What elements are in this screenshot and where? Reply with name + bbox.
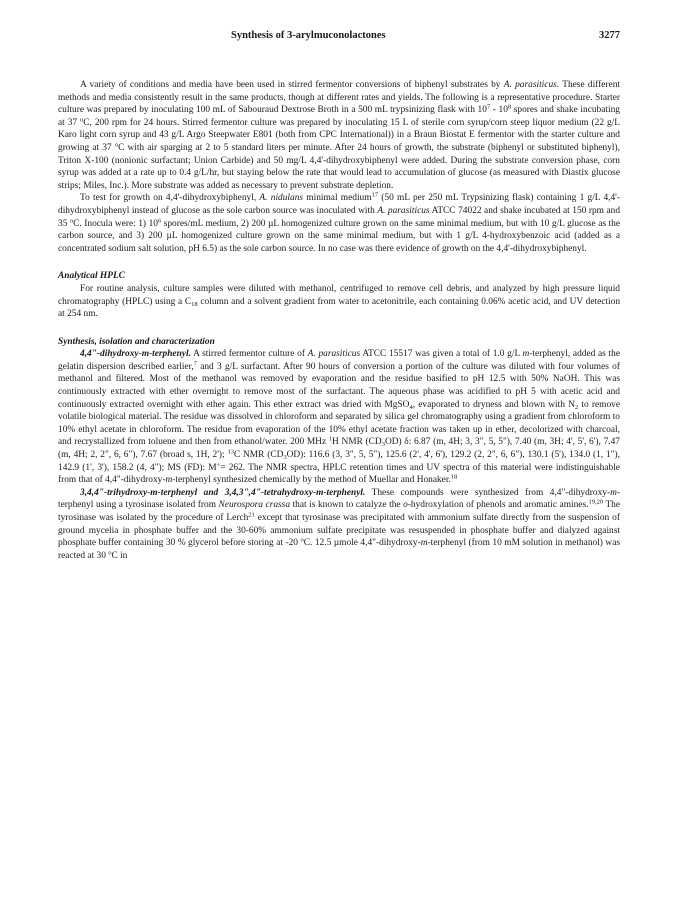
running-title: Synthesis of 3-arylmuconolactones — [231, 30, 386, 41]
compound-title-dihydroxy: 4,4"-dihydroxy-m-terphenyl. — [80, 349, 191, 360]
paragraph-hplc: For routine analysis, culture samples were diluted with methanol, centrifuged to remove cell debris, and analyzed by high pressure liquid chromatography (HPLC) using a $C_{18}$ column and a solvent gradient from water to acetonitrile, each containing 0.06% acetic acid, and UV detection at 254 nm. — [58, 283, 621, 320]
page-number: 3277 — [599, 30, 620, 41]
paragraph-dihydroxy-terphenyl: 4,4"-dihydroxy-m-terphenyl. A stirred fermentor culture of A. parasiticus ATCC 15517 was given a total of 1.0 g/L m-terphenyl, added as the gelatin dispersion described earlier,$^7$ and 3 g/L surfactant. After 90 hours of conversion a portion of the culture was diluted with four volumes of methanol and filtered. Most of the methanol was removed by evaporation and the residue basified to pH 12.5 with 50% NaOH. This was continuously extracted with ether overnight to remove most of the surfactant. The aqueous phase was acidified to pH 5 with acetic acid and continuously extracted overnight with ether again. This ether extract was dried with MgSO$_4$, evaporated to dryness and blown with $N_2$ to remove volatile biological material. The residue was dissolved in chloroform and separated by silica gel chromatography using a gradient from chloroform to 10% ethyl acetate in chloroform. The residue from evaporation of the 10% ethyl acetate fraction was taken up in ether, decolorized with charcoal, and recrystallized from toluene and then from ethanol/water. 200 MHz $^1$H NMR $(CD_3OD)$ δ: 6.87 (m, 4H; 3, 3", 5, 5"), 7.40 (m, 3H; 4', 5', 6'), 7.47 (m, 4H; 2, 2", 6, 6"), 7.67 (broad s, 1H, 2'); $^{13}$C NMR $(CD_3OD)$: 116.6 (3, 3", 5, 5"), 125.6 (2', 4', 6'), 129.2 (2, 2", 6, 6"), 130.1 (5'), 134.0 (1, 1"), 142.9 (1', 3'), 158.2 (4, 4"); MS (FD): M+= 262. The NMR spectra, HPLC retention times and UV spectra of this material were indistinguishable from that of 4,4"-dihydroxy-m-terphenyl synthesized chemically by the method of Muellar and Honaker.$^{18}$ — [58, 349, 620, 486]
paragraph-growth-test: To test for growth on 4,4'-dihydroxybiphenyl, A. nidulans minimal medium$^{17}$ (50 mL per 250 mL Trypsinizing flask) containing 1 g/L 4,4'-dihydroxybiphenyl instead of glucose as the sole carbon source was inoculated with A. parasiticus ATCC 74022 and shake incubated at 150 rpm and 35 $^o$C. Inocula were: 1) $10^6$ spores/mL medium, 2) 200 µL homogenized culture grown on the same minimal medium, but with 10 g/L glucose as the carbon source, and 3) 200 µL homogenized culture grown on the same minimal medium, but with 1 g/L 4-hydroxybenzoic acid (added as a concentrated sodium salt solution, pH 6.5) as the sole carbon source. In no case was there evidence of growth on the 4,4'-dihydroxybiphenyl. — [58, 191, 621, 254]
paragraph-tri-tetra-hydroxy: 3,4,4"-trihydroxy-m-terphenyl and 3,4,3",4"-tetrahydroxy-m-terphenyl. These compounds were synthesized from 4,4"-dihydroxy-m-terphenyl using a tyrosinase isolated from Neurospora crassa that is known to catalyze the o-hydroxylation of phenols and aromatic amines.$^{19,20}$ The tyrosinase was isolated by the procedure of Lerch$^{21}$ except that tyrosinase was precipitated with ammonium sulfate directly from the suspension of ground mycelia in phosphate buffer and the 30-60% ammonium sulfate precipitate was resuspended in phosphate buffer and dialyzed against phosphate buffer containing 30 % glycerol before storing at -20 $^o$C. 12.5 µmole 4,4"-dihydroxy-m-terphenyl (from 10 mM solution in methanol) was reacted at 30 $^o$C in — [58, 487, 621, 561]
section-heading-synthesis: Synthesis, isolation and characterization — [58, 336, 215, 347]
section-heading-analytical-hplc: Analytical HPLC — [58, 271, 125, 282]
compound-title-tri-tetra: 3,4,4"-trihydroxy-m-terphenyl and 3,4,3",4"-tetrahydroxy-m-terphenyl. — [80, 487, 366, 498]
running-header — [231, 30, 620, 41]
paragraph-fermentor-conditions: A variety of conditions and media have been used in stirred fermentor conversions of biphenyl substrates by A. parasiticus. These different methods and media consistently result in the same products, though at different rates and yields. The following is a representative procedure. Starter culture was prepared by inoculating 100 mL of Sabouraud Dextrose Broth in a 500 mL trypsinizing flask with $10^7 - 10^8$ spores and shake incubating at 37 $^o$C, 200 rpm for 24 hours. Stirred fermentor culture was prepared by inoculating 15 L of sterile corn syrup/corn steep liquor medium (22 g/L Karo light corn syrup and 43 g/L Argo Steepwater E801 (both from CPC International)) in a Braun Biostat E fermentor with the starter culture and growing at 37 $^o$C with air sparging at 2 to 5 standard liters per minute. After 24 hours of growth, the substrate (biphenyl or substituted biphenyl), Triton X-100 (nonionic surfactant; Union Carbide) and 50 mg/L 4,4'-dihydroxybiphenyl were added. During the substrate conversion phase, corn syrup was added at a rate up to 0.4 g/L/hr, but staying below the rate that would lead to accumulation of glucose (as measured with Diastix glucose strips; Miles, Inc.). More substrate was added as necessary to prevent substrate depletion. — [58, 80, 620, 191]
